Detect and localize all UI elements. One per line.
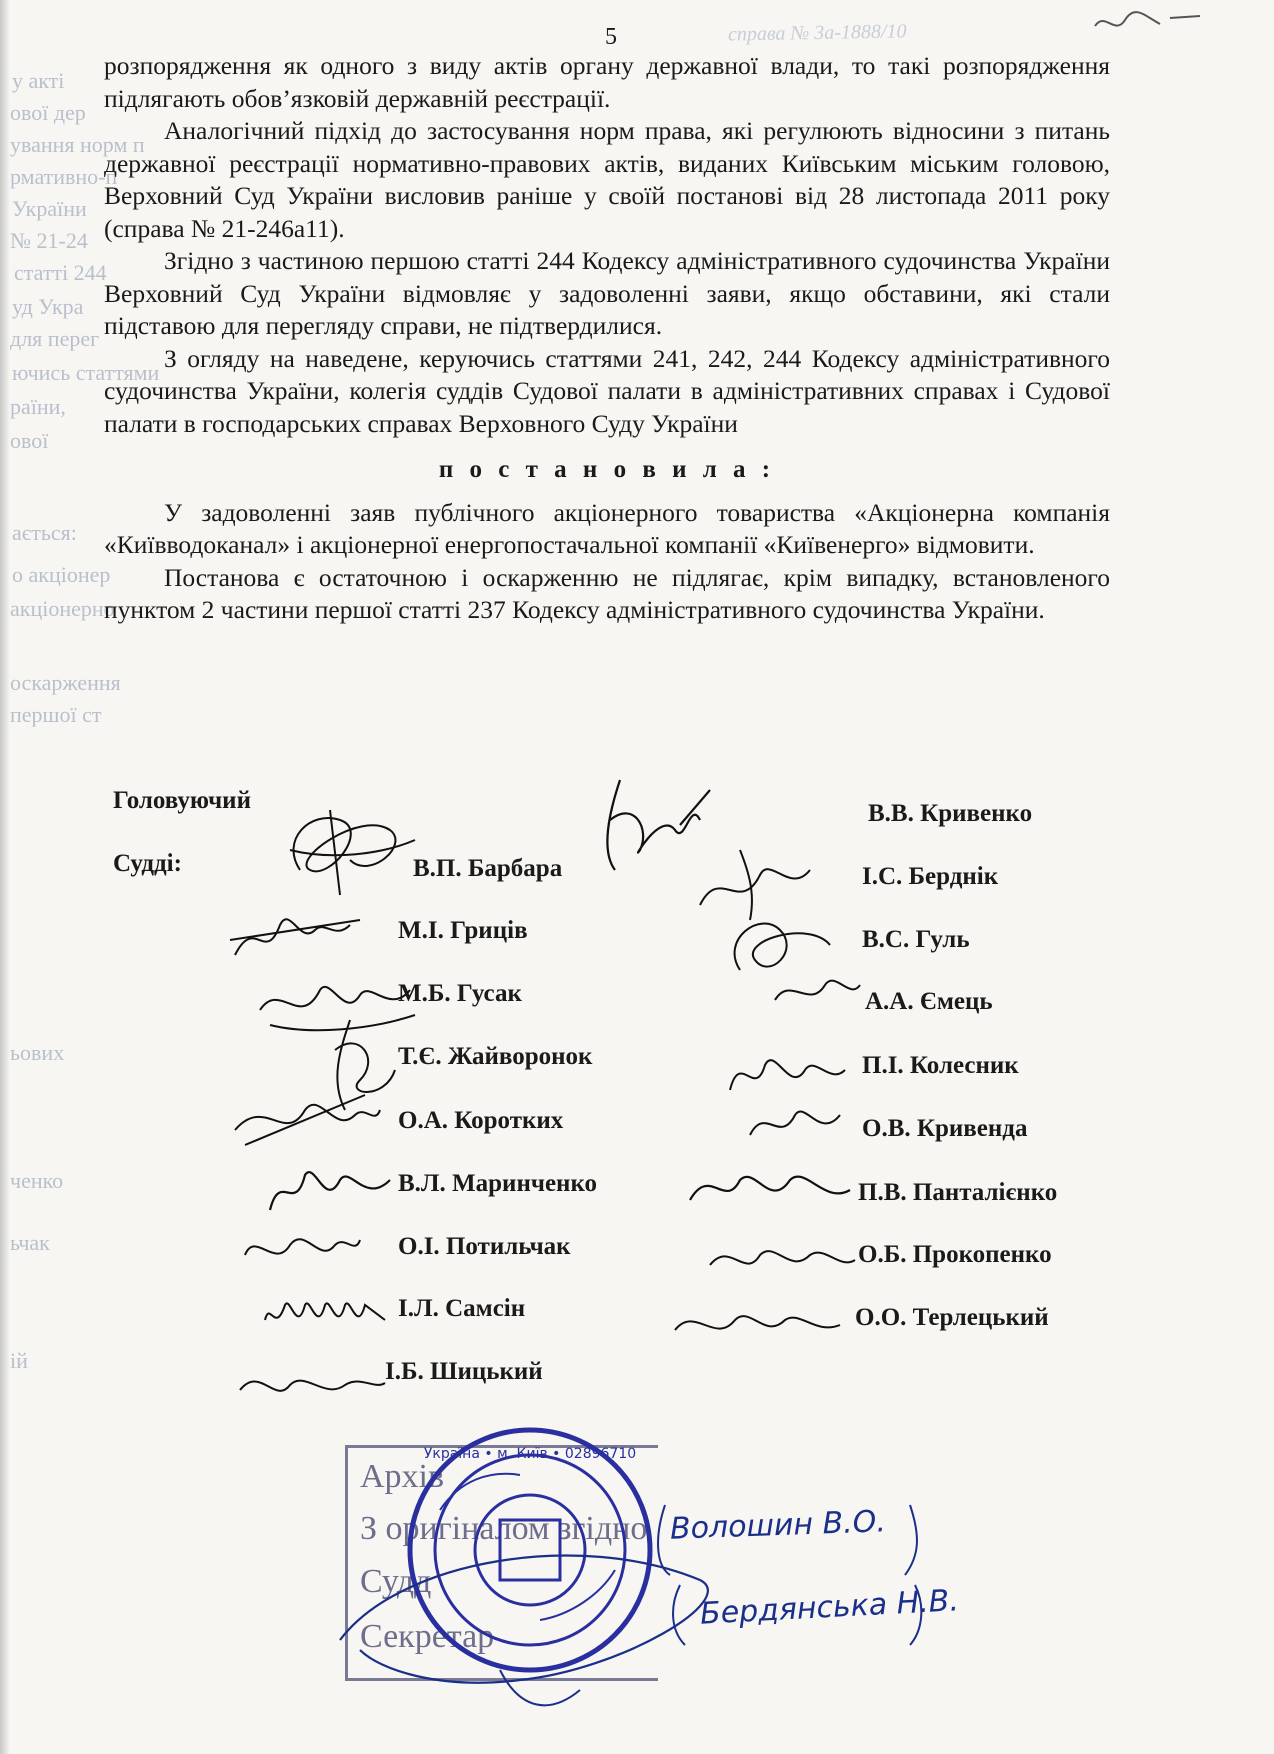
judge-name: П.І. Колесник — [862, 1052, 1019, 1079]
bleed-text: першої ст — [10, 702, 102, 727]
judge-name: І.Б. Шицький — [385, 1358, 543, 1385]
presiding-label: Головуючий — [113, 787, 251, 814]
signature-shytskyi — [230, 1355, 390, 1415]
bleed-text: для перег — [10, 326, 100, 351]
judge-name: Т.Є. Жайворонок — [398, 1043, 593, 1070]
signature-barbara — [270, 800, 420, 900]
judge-name: О.Б. Прокопенко — [858, 1241, 1052, 1268]
bleed-text: України — [12, 196, 87, 221]
page-number: 5 — [605, 24, 617, 50]
signature-pantaliienko — [680, 1155, 860, 1225]
bleed-text: уд Укра — [12, 294, 84, 319]
handwriting-brackets-icon — [655, 1495, 935, 1655]
bleed-text: ій — [10, 1348, 28, 1373]
judge-name: О.А. Коротких — [398, 1107, 564, 1134]
corner-mark-icon — [1090, 6, 1210, 46]
body-paragraph: З огляду на наведене, керуючись статтями 241, 242, 244 Кодексу адміністративного судочинства України, колегія суддів Судової палати в адміністративних справах і Судової палати в господарських справах Верховного Суду України — [104, 343, 1110, 438]
stamp-line: Судд — [360, 1563, 432, 1600]
judge-name: М.І. Гриців — [398, 917, 528, 944]
signature-prokopenko — [700, 1230, 860, 1290]
judge-name: В.С. Гуль — [862, 926, 970, 953]
stamp-line: Секретар — [360, 1618, 495, 1655]
judge-name: В.Л. Маринченко — [398, 1170, 598, 1197]
bleed-text: ування норм п — [10, 132, 145, 157]
bleed-text: рмативно-п — [10, 164, 118, 189]
bleed-text: у акті — [12, 68, 65, 93]
presiding-judge-name: В.В. Кривенко — [868, 800, 1033, 827]
archive-handwriting: Бердянська Н.В. — [699, 1583, 960, 1632]
signature-potylchak — [235, 1215, 365, 1285]
judge-name: М.Б. Гусак — [398, 980, 522, 1007]
judges-label: Судді: — [113, 850, 182, 877]
judge-name: І.С. Берднік — [862, 863, 999, 890]
body-paragraph: Аналогічний підхід до застосування норм права, які регулюють відносини з питань державної реєстрації нормативно-правових актів, виданих Київським міським головою, Верховний Суд України висловив раніше у своїй постанові від 28 листопада 2011 року (справа № 21-246а11). — [104, 116, 1110, 243]
bleed-text: раїни, — [10, 394, 66, 419]
signature-korotkykh — [225, 1075, 385, 1155]
judge-name: О.В. Кривенда — [862, 1115, 1028, 1142]
bleed-text: ається: — [12, 520, 77, 545]
decision-heading: п о с т а н о в и л а : — [438, 456, 776, 483]
judge-name: А.А. Ємець — [865, 988, 993, 1015]
judge-name: В.П. Барбара — [413, 855, 563, 882]
stamp-line: Архів — [360, 1458, 445, 1495]
stamp-line: З оригіналом згідно — [360, 1510, 648, 1547]
signature-kryvenda — [740, 1090, 850, 1160]
judge-name: П.В. Панталієнко — [858, 1179, 1058, 1206]
judge-name: І.Л. Самсін — [398, 1295, 526, 1322]
document-body — [104, 50, 1110, 627]
archive-handwriting: Волошин В.О. — [669, 1504, 887, 1547]
seal-text: Україна • м. Київ • 02896710 — [423, 1446, 637, 1462]
bleed-text: статті 244 — [14, 260, 107, 285]
bleed-text: № 21-24 — [10, 228, 88, 253]
bleed-text: акціонерно — [10, 596, 115, 621]
decision-paragraph: У задоволенні заяв публічного акціонерного товариства «Акціонерна компанія «Київводоканал» і акціонерної енергопостачальної компанії «Київенерго» відмовити. — [104, 497, 1110, 559]
judge-name: О.І. Потильчак — [398, 1233, 571, 1260]
bleed-text: ової дер — [10, 100, 86, 125]
bleed-text: ченко — [10, 1168, 64, 1193]
page-edge-shadow — [0, 0, 10, 1754]
bleed-text: оскарження — [10, 670, 121, 695]
body-paragraph: Згідно з частиною першою статті 244 Кодексу адміністративного судочинства України Верховний Суд України відмовляє у задоволенні заяви, якщо обставини, які стали підставою для перегляду справи, не підтвердилися. — [104, 246, 1110, 340]
bleed-text: о акціонер — [12, 562, 111, 587]
body-paragraph: розпорядження як одного з виду актів органу державної влади, то такі розпорядження підлягають обов’язковій державній реєстрації. — [104, 51, 1110, 113]
judge-name: О.О. Терлецький — [855, 1304, 1049, 1331]
bleed-text: ової — [10, 428, 49, 453]
signature-samsin — [255, 1280, 395, 1350]
bleed-text: ьових — [10, 1040, 65, 1065]
bleed-text: ьчак — [10, 1230, 50, 1255]
case-number-margin: справа № 3а-1888/10 — [727, 20, 907, 46]
signature-terletskyi — [665, 1295, 845, 1355]
decision-paragraph: Постанова є остаточною і оскарженню не підлягає, крім випадку, встановленого пунктом 2 частини першої статті 237 Кодексу адміністративного судочинства України. — [104, 562, 1110, 624]
bleed-text: ючись статтями — [12, 360, 160, 385]
signature-yemets — [765, 960, 865, 1020]
